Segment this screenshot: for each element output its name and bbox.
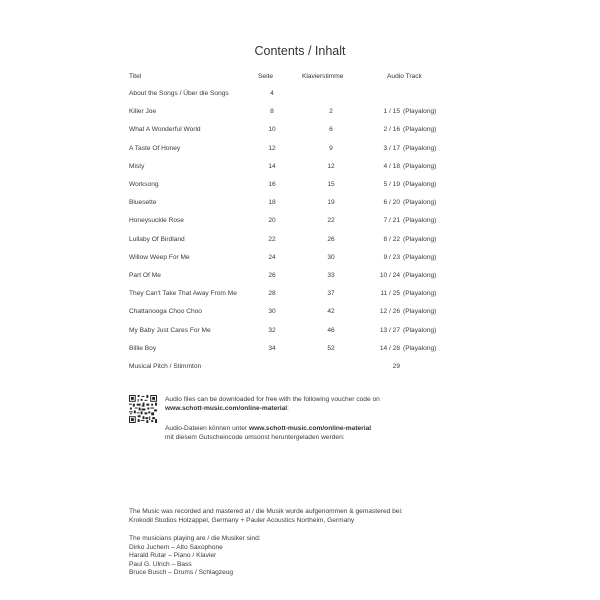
audio-track: [378, 108, 444, 115]
musician-4: Bruce Busch – Drums / Schlagzeug: [129, 569, 234, 577]
piano-part-page: 52: [327, 344, 335, 352]
page-number: 20: [268, 217, 276, 225]
audio-track-number: 4 / 18: [383, 162, 400, 170]
audio-track: [378, 290, 444, 297]
voucher-english-url[interactable]: www.schott-music.com/online-material: [165, 405, 288, 413]
audio-track: [378, 163, 444, 170]
page-number: 4: [270, 90, 274, 97]
audio-track-number: 13 / 27: [379, 326, 400, 334]
audio-track: [378, 308, 444, 315]
audio-track-number: 7 / 21: [383, 217, 400, 225]
audio-track-number: 14 / 28: [379, 344, 400, 352]
audio-track: [378, 181, 444, 188]
audio-track-note: (Playalong): [403, 344, 437, 352]
audio-track: [378, 236, 444, 243]
audio-track: [378, 272, 444, 279]
audio-track: [378, 199, 444, 206]
song-title: Worksong: [129, 181, 159, 188]
column-header-audio: Audio Track: [387, 73, 422, 80]
page-number: 30: [268, 308, 276, 316]
song-title: Bluesette: [129, 199, 157, 207]
page-number: 22: [268, 235, 276, 243]
audio-track-note: (Playalong): [403, 144, 437, 152]
page-number: 10: [268, 126, 276, 134]
page-number: 12: [268, 144, 276, 152]
audio-track: [378, 327, 444, 334]
song-title: My Baby Just Cares For Me: [129, 326, 211, 334]
page-number: 14: [268, 162, 276, 170]
piano-part-page: 42: [327, 308, 335, 316]
page-title: Contents / Inhalt: [254, 44, 346, 58]
audio-track-number: 9 / 23: [383, 253, 400, 261]
piano-part-page: 19: [327, 199, 335, 207]
musician-3: Paul G. Ulrich – Bass: [129, 560, 192, 568]
audio-track-number: 10 / 24: [379, 272, 400, 279]
musicians-heading: The musicians playing are / die Musiker sind:: [129, 535, 261, 542]
audio-track-note: (Playalong): [403, 235, 437, 243]
voucher-english-line1: Audio files can be downloaded for free with the following voucher code on: [165, 396, 380, 403]
piano-part-page: 22: [327, 217, 335, 225]
audio-track-number: 3 / 17: [383, 144, 400, 152]
page-number: 16: [268, 181, 276, 188]
voucher-english: Audio files can be downloaded for free with the following voucher code on www.schott-music.com/online-material:: [165, 396, 380, 413]
musician-2: Harald Rutar – Piano / Klavier: [129, 552, 217, 560]
piano-part-page: 2: [329, 108, 333, 116]
audio-track-note: (Playalong): [403, 272, 437, 279]
audio-track-note: (Playalong): [403, 108, 437, 116]
song-title: Billie Boy: [129, 344, 157, 352]
song-title: What A Wonderful World: [129, 126, 201, 134]
audio-track-note: (Playalong): [403, 308, 437, 316]
audio-track-number: 6 / 20: [383, 199, 400, 207]
column-header-page: Seite: [258, 73, 274, 80]
page-number: 18: [268, 199, 276, 207]
piano-part-page: 6: [329, 126, 333, 134]
audio-track-note: (Playalong): [403, 162, 437, 170]
song-title: Honeysuckle Rose: [129, 217, 184, 225]
audio-track: [378, 217, 444, 224]
song-title: Misty: [129, 162, 145, 170]
audio-track: [378, 126, 444, 133]
page-number: 28: [268, 290, 276, 298]
piano-part-page: 12: [327, 162, 335, 170]
audio-track: [378, 145, 444, 152]
audio-track: [378, 345, 444, 352]
voucher-german-line2: mit diesem Gutscheincode umsonst heruntergeladen werden:: [165, 434, 345, 442]
audio-track-number: 11 / 25: [380, 290, 400, 298]
audio-track-note: (Playalong): [403, 217, 437, 225]
column-header-piano: Klavierstimme: [302, 73, 344, 80]
audio-track-note: (Playalong): [403, 126, 437, 134]
audio-track: [378, 90, 444, 97]
song-title: Chattanooga Choo Choo: [129, 308, 202, 316]
piano-part-page: 33: [327, 272, 335, 279]
page-number: 24: [268, 253, 276, 261]
recording-credits-line2: Krokodil Studios Holzappel, Germany + Pauler Acoustics Northeim, Germany: [129, 516, 355, 524]
song-title: A Taste Of Honey: [129, 144, 181, 152]
piano-part-page: 15: [327, 181, 335, 188]
voucher-german-url[interactable]: www.schott-music.com/online-material: [248, 425, 372, 432]
song-title: They Can't Take That Away From Me: [129, 290, 237, 298]
audio-track-number: 8 / 22: [383, 235, 400, 243]
voucher-german: [165, 424, 371, 442]
song-title: Part Of Me: [129, 272, 161, 279]
song-title: About the Songs / Über die Songs: [129, 90, 229, 97]
song-title: Willow Weep For Me: [129, 253, 190, 261]
audio-track-number: 12 / 26: [379, 308, 400, 316]
recording-credits-line1: The Music was recorded and mastered at / die Musik wurde aufgenommen & gemastered bei:: [129, 508, 403, 515]
musicians-credits: [129, 535, 261, 578]
song-title: Lullaby Of Birdland: [129, 235, 185, 243]
page-number: 34: [268, 344, 276, 352]
audio-track-note: (Playalong): [403, 181, 437, 188]
audio-track-number: 5 / 19: [383, 181, 400, 188]
piano-part-page: 9: [329, 144, 333, 152]
audio-track-note: (Playalong): [403, 199, 437, 207]
audio-track: [378, 363, 444, 370]
qr-code-icon: [129, 395, 157, 423]
audio-track-number: 2 / 16: [383, 126, 400, 134]
piano-part-page: 37: [327, 290, 335, 298]
voucher-german-prefix: Audio-Dateien können unter: [165, 425, 249, 432]
audio-track-note: (Playalong): [403, 326, 437, 334]
song-title: Killer Joe: [129, 108, 157, 116]
page-number: 8: [270, 108, 274, 116]
audio-track-note: (Playalong): [403, 290, 437, 298]
song-title: Musical Pitch / Stimmton: [129, 363, 202, 370]
audio-track-number: 29: [392, 363, 400, 370]
column-header-title: Titel: [129, 73, 142, 80]
recording-credits: [129, 508, 403, 525]
piano-part-page: 46: [327, 326, 335, 334]
piano-part-page: 30: [327, 253, 335, 261]
audio-track-note: (Playalong): [403, 253, 437, 261]
musician-1: Dirko Juchem – Alto Saxophone: [129, 543, 223, 551]
audio-track-number: 1 / 15: [383, 108, 400, 116]
audio-track: [378, 254, 444, 261]
page-number: 32: [268, 326, 276, 334]
page-number: 26: [268, 272, 276, 279]
piano-part-page: 26: [327, 235, 335, 243]
